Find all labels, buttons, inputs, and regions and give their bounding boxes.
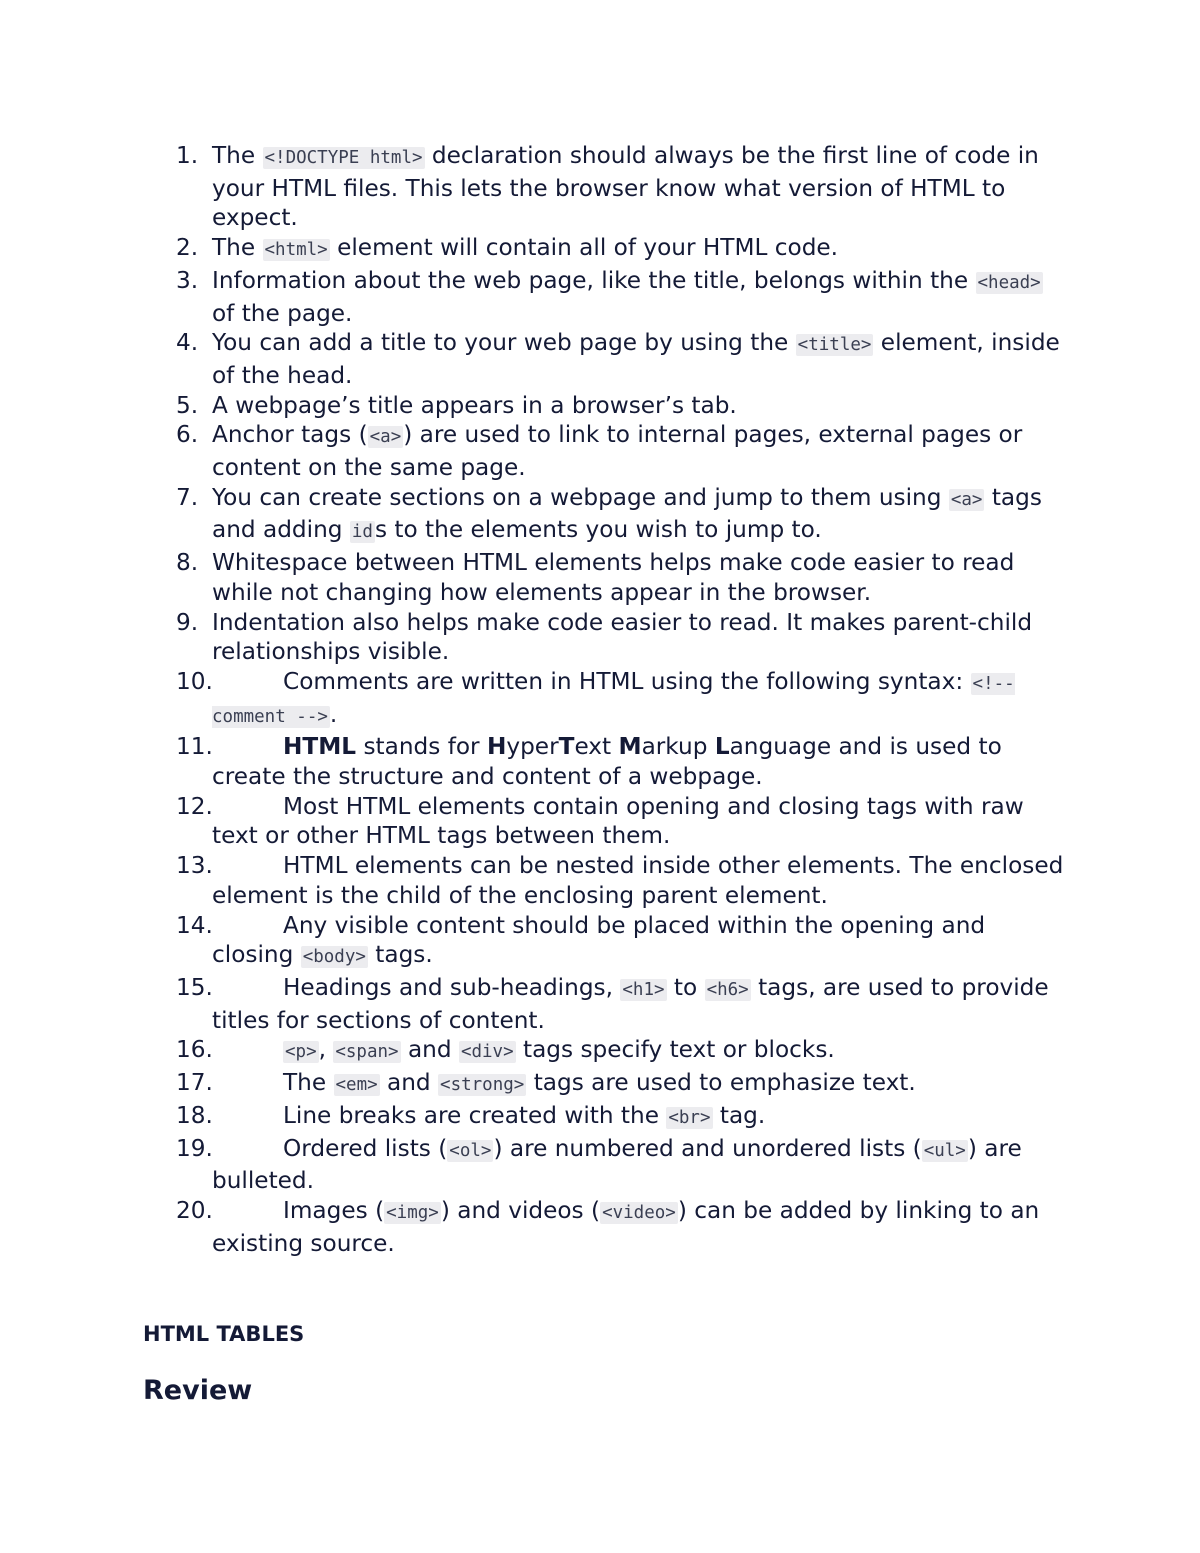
list-item-text: declaration should always be the first line of code in your HTML files. This lets the browser know what version of HTML to expect. [212, 142, 1039, 232]
list-item-text: . [329, 700, 338, 728]
list-item-number: 19. [176, 1134, 213, 1162]
list-item-text: You can add a title to your web page by using the [212, 329, 796, 357]
list-item-text: Line breaks are created with the [283, 1101, 667, 1129]
list-item-text: Ordered lists ( [283, 1134, 448, 1162]
list-item-text: element will contain all of your HTML code. [329, 234, 839, 262]
list-item-text: stands for [356, 733, 487, 761]
list-item [176, 851, 1066, 910]
bold-text: HTML [283, 733, 357, 761]
list-item-number: 16. [176, 1036, 213, 1064]
list-item-text: Images ( [283, 1196, 385, 1224]
list-item-number: 20. [176, 1196, 213, 1224]
list-item-number: 6. [176, 421, 199, 449]
list-item [176, 548, 1066, 607]
list-item-text: anguage and is used to create the structure and content of a webpage. [212, 733, 1002, 791]
list-item-text: The [212, 142, 263, 169]
list-item-text: Indentation also helps make code easier to read. It makes parent-child relationships visible. [212, 608, 1033, 666]
list-item-text: arkup [641, 733, 715, 761]
list-item-text: Most HTML elements contain opening and closing tags with raw text or other HTML tags between them. [212, 792, 1024, 850]
inline-code: <img> [386, 1202, 439, 1223]
inline-code: <br> [668, 1107, 711, 1128]
list-item-text: Anchor tags ( [212, 421, 368, 449]
inline-code: <body> [302, 947, 366, 968]
list-item [176, 1134, 1066, 1196]
inline-code: <a> [950, 489, 983, 510]
bold-text: M [618, 733, 642, 761]
inline-code: <em> [335, 1075, 378, 1096]
list-item-number: 5. [176, 391, 199, 419]
inline-code: <title> [797, 335, 872, 356]
list-item-number: 18. [176, 1101, 213, 1129]
list-item-text: yper [506, 733, 559, 761]
list-item-text: HTML elements can be nested inside other elements. The enclosed element is the child of the enclosing parent element. [212, 852, 1064, 909]
list-item [176, 1101, 1066, 1134]
list-item-text: tags specify text or blocks. [515, 1036, 835, 1064]
list-item [176, 1035, 1066, 1068]
inline-code: <html> [264, 240, 328, 261]
list-item-text: s to the elements you wish to jump to. [374, 516, 822, 544]
list-item-text: The [283, 1069, 334, 1097]
list-item-text: tags, are used to provide titles for sections of content. [212, 973, 1049, 1034]
list-item-text: tags are used to emphasize text. [526, 1069, 916, 1097]
section-heading-review: Review [143, 1375, 253, 1406]
list-item-number: 12. [176, 792, 213, 820]
summary-list [176, 141, 1066, 1258]
list-item-text: Information about the web page, like the title, belongs within the [212, 266, 976, 294]
inline-code: <ol> [449, 1140, 492, 1161]
list-item-number: 3. [176, 266, 199, 294]
list-item [176, 973, 1066, 1035]
list-item [176, 420, 1066, 482]
inline-code: <a> [369, 427, 402, 448]
bold-text: T [558, 733, 575, 761]
list-item-number: 17. [176, 1069, 213, 1097]
list-item-number: 2. [176, 234, 199, 262]
inline-code: <h1> [622, 979, 665, 1000]
inline-code: id [351, 522, 373, 543]
list-item [176, 141, 1066, 233]
list-item [176, 608, 1066, 667]
inline-code: <ul> [923, 1140, 966, 1161]
list-item-text: element, inside of the head. [212, 329, 1060, 389]
list-item [176, 266, 1066, 328]
list-item-text: tags. [367, 941, 433, 969]
list-item [176, 328, 1066, 390]
inline-code: <p> [285, 1042, 317, 1063]
inline-code: <div> [460, 1042, 514, 1063]
list-item-text: The [212, 234, 263, 262]
list-item [176, 391, 1066, 421]
list-item-number: 15. [176, 973, 213, 1001]
inline-code: <!-- comment --> [212, 673, 1015, 727]
list-item-text: ) are used to link to internal pages, external pages or content on the same page. [212, 421, 1023, 482]
list-item [176, 792, 1066, 851]
inline-code: <video> [602, 1202, 676, 1223]
list-item-number: 8. [176, 549, 199, 577]
list-item-text: to [666, 973, 705, 1001]
inline-code: <!DOCTYPE html> [264, 148, 423, 168]
list-item [176, 483, 1066, 548]
inline-code: <strong> [440, 1075, 525, 1096]
list-item-text: Headings and sub-headings, [283, 973, 621, 1001]
list-item-text: ext [574, 733, 619, 761]
inline-code: <head> [977, 272, 1041, 293]
list-item-text: Comments are written in HTML using the following syntax: [283, 667, 971, 695]
list-item-number: 1. [176, 142, 199, 169]
list-item-number: 4. [176, 329, 199, 357]
list-item [176, 667, 1066, 732]
list-item-text: A webpage’s title appears in a browser’s tab. [212, 391, 737, 419]
list-item [176, 233, 1066, 266]
list-item-number: 7. [176, 483, 199, 511]
list-item [176, 732, 1066, 791]
list-item-text: Whitespace between HTML elements helps make code easier to read while not changing how elements appear in the browser. [212, 549, 1015, 606]
list-item [176, 1196, 1066, 1258]
list-item-text: tags and adding [212, 483, 1042, 544]
list-item-number: 9. [176, 608, 199, 636]
list-item-number: 14. [176, 911, 213, 939]
list-item-text: ) and videos ( [440, 1196, 601, 1224]
list-item-text: tag. [712, 1101, 766, 1129]
list-item-text: ) can be added by linking to an existing source. [212, 1196, 1040, 1257]
list-item-text: ) are bulleted. [212, 1134, 1022, 1195]
inline-code: <h6> [706, 979, 749, 1000]
list-item-text: Any visible content should be placed within the opening and closing [212, 911, 986, 969]
list-item [176, 911, 1066, 973]
bold-text: L [714, 733, 730, 761]
list-item-text: of the page. [212, 299, 353, 327]
list-item-text: ) are numbered and unordered lists ( [493, 1134, 922, 1162]
list-item-number: 11. [176, 733, 213, 761]
bold-text: H [486, 733, 507, 761]
list-item-number: 10. [176, 667, 213, 695]
list-item-text: and [379, 1069, 439, 1097]
list-item-text: and [400, 1036, 459, 1064]
list-item-text: , [318, 1036, 334, 1064]
inline-code: <span> [335, 1042, 399, 1063]
list-item-number: 13. [176, 852, 213, 880]
list-item [176, 1068, 1066, 1101]
section-heading-html-tables: HTML TABLES [143, 1322, 305, 1346]
list-item-text: You can create sections on a webpage and jump to them using [212, 483, 949, 511]
